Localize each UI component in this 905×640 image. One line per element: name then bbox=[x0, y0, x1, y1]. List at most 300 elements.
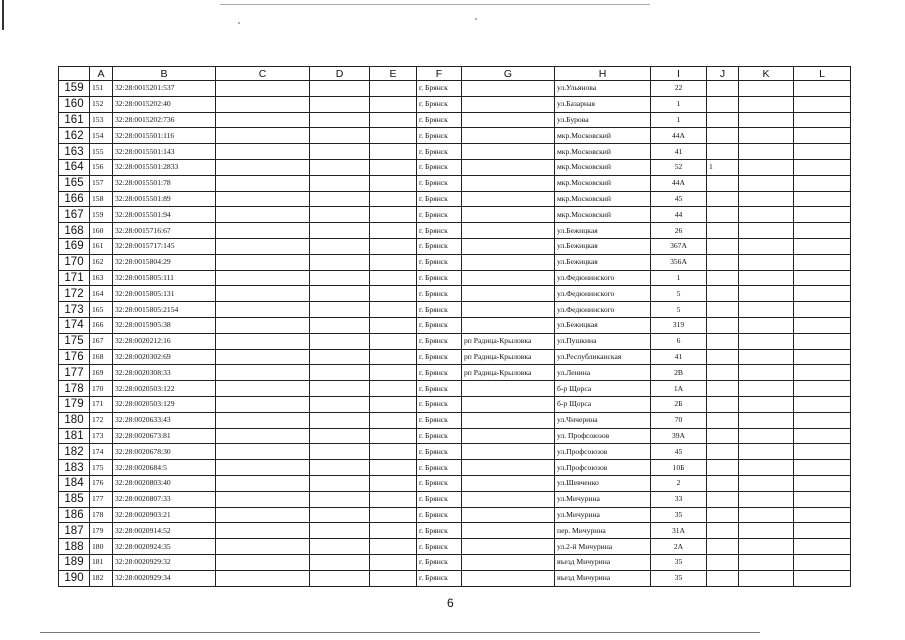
cell-empty bbox=[370, 333, 417, 349]
cell-city: г. Брянск bbox=[417, 96, 462, 112]
cell-empty bbox=[310, 159, 370, 175]
cell-index: 153 bbox=[90, 112, 113, 128]
cell-empty bbox=[370, 428, 417, 444]
cell-empty bbox=[794, 238, 851, 254]
cell-street: ул.Бежицкая bbox=[555, 317, 651, 333]
cell-house-number: 1А bbox=[651, 381, 707, 397]
table-row bbox=[59, 191, 851, 207]
row-number: 188 bbox=[59, 539, 90, 555]
cell-empty bbox=[794, 491, 851, 507]
cell-cadastral-number: 32:28:0015905:38 bbox=[113, 317, 216, 333]
cell-settlement bbox=[462, 254, 555, 270]
scan-speck bbox=[475, 18, 477, 20]
column-header: H bbox=[555, 67, 651, 81]
cell-empty bbox=[310, 286, 370, 302]
cell-index: 181 bbox=[90, 554, 113, 570]
cell-empty bbox=[739, 207, 794, 223]
cell-street: пер. Мичурина bbox=[555, 523, 651, 539]
row-number: 185 bbox=[59, 491, 90, 507]
cell-empty bbox=[739, 175, 794, 191]
table-row bbox=[59, 207, 851, 223]
cell-cadastral-number: 32:28:0020803:40 bbox=[113, 475, 216, 491]
cell-empty bbox=[739, 396, 794, 412]
cell-empty bbox=[739, 570, 794, 586]
cell-empty bbox=[370, 254, 417, 270]
cell-empty bbox=[739, 112, 794, 128]
cell-city: г. Брянск bbox=[417, 475, 462, 491]
cell-settlement bbox=[462, 428, 555, 444]
cell-city: г. Брянск bbox=[417, 175, 462, 191]
cell-empty bbox=[739, 317, 794, 333]
cell-empty bbox=[310, 207, 370, 223]
cell-street: ул.Ульянова bbox=[555, 81, 651, 97]
cell-house-number: 319 bbox=[651, 317, 707, 333]
cell-building bbox=[707, 207, 739, 223]
cell-building bbox=[707, 175, 739, 191]
cell-empty bbox=[794, 460, 851, 476]
cell-empty bbox=[216, 223, 310, 239]
cell-cadastral-number: 32:28:0015804:29 bbox=[113, 254, 216, 270]
cell-empty bbox=[310, 460, 370, 476]
row-number: 172 bbox=[59, 286, 90, 302]
cell-empty bbox=[370, 317, 417, 333]
cell-street: ул.Мичурина bbox=[555, 491, 651, 507]
cell-cadastral-number: 32:28:0015716:67 bbox=[113, 223, 216, 239]
cell-empty bbox=[310, 191, 370, 207]
cell-street: ул.Базарная bbox=[555, 96, 651, 112]
cell-cadastral-number: 32:28:0020684:5 bbox=[113, 460, 216, 476]
cell-building bbox=[707, 144, 739, 160]
cell-empty bbox=[370, 175, 417, 191]
row-number: 183 bbox=[59, 460, 90, 476]
column-header: D bbox=[310, 67, 370, 81]
cell-street: мкр.Московский bbox=[555, 144, 651, 160]
cell-empty bbox=[310, 475, 370, 491]
row-number: 182 bbox=[59, 444, 90, 460]
cell-index: 176 bbox=[90, 475, 113, 491]
row-number: 170 bbox=[59, 254, 90, 270]
scan-top-line bbox=[220, 4, 650, 5]
cell-empty bbox=[370, 412, 417, 428]
row-number: 184 bbox=[59, 475, 90, 491]
cell-empty bbox=[794, 175, 851, 191]
cell-city: г. Брянск bbox=[417, 523, 462, 539]
cell-settlement bbox=[462, 223, 555, 239]
cell-index: 170 bbox=[90, 381, 113, 397]
cell-empty bbox=[310, 539, 370, 555]
cell-city: г. Брянск bbox=[417, 159, 462, 175]
cell-empty bbox=[739, 223, 794, 239]
cell-empty bbox=[739, 191, 794, 207]
cell-cadastral-number: 32:28:0015501:94 bbox=[113, 207, 216, 223]
cell-empty bbox=[370, 554, 417, 570]
cell-house-number: 33 bbox=[651, 491, 707, 507]
cell-building bbox=[707, 444, 739, 460]
cell-city: г. Брянск bbox=[417, 270, 462, 286]
row-number: 177 bbox=[59, 365, 90, 381]
cell-empty bbox=[370, 112, 417, 128]
cell-house-number: 35 bbox=[651, 570, 707, 586]
cell-empty bbox=[794, 539, 851, 555]
cell-empty bbox=[216, 491, 310, 507]
cell-empty bbox=[310, 381, 370, 397]
cell-empty bbox=[216, 554, 310, 570]
cell-empty bbox=[739, 523, 794, 539]
table-row bbox=[59, 381, 851, 397]
cell-building bbox=[707, 460, 739, 476]
table-row bbox=[59, 128, 851, 144]
cell-empty bbox=[310, 96, 370, 112]
cell-empty bbox=[739, 81, 794, 97]
cell-index: 165 bbox=[90, 302, 113, 318]
cell-cadastral-number: 32:28:0015501:89 bbox=[113, 191, 216, 207]
table-body bbox=[59, 81, 851, 587]
cell-building bbox=[707, 396, 739, 412]
cell-empty bbox=[794, 381, 851, 397]
row-number: 161 bbox=[59, 112, 90, 128]
table-row bbox=[59, 412, 851, 428]
cell-building bbox=[707, 302, 739, 318]
cell-building bbox=[707, 428, 739, 444]
cell-empty bbox=[310, 254, 370, 270]
cell-street: ул.2-й Мичурина bbox=[555, 539, 651, 555]
cell-index: 161 bbox=[90, 238, 113, 254]
cell-empty bbox=[794, 349, 851, 365]
cell-empty bbox=[739, 254, 794, 270]
cell-street: ул.Бежицкая bbox=[555, 254, 651, 270]
cell-city: г. Брянск bbox=[417, 144, 462, 160]
cell-empty bbox=[216, 475, 310, 491]
cell-city: г. Брянск bbox=[417, 254, 462, 270]
spreadsheet-table bbox=[58, 66, 851, 587]
row-number: 181 bbox=[59, 428, 90, 444]
cell-empty bbox=[794, 333, 851, 349]
row-number: 171 bbox=[59, 270, 90, 286]
cell-empty bbox=[216, 81, 310, 97]
cell-empty bbox=[794, 191, 851, 207]
cell-empty bbox=[794, 207, 851, 223]
cell-settlement bbox=[462, 238, 555, 254]
cell-empty bbox=[216, 349, 310, 365]
cell-empty bbox=[310, 238, 370, 254]
cell-empty bbox=[794, 270, 851, 286]
row-number: 160 bbox=[59, 96, 90, 112]
cell-empty bbox=[216, 428, 310, 444]
cell-street: мкр.Московский bbox=[555, 159, 651, 175]
cell-building bbox=[707, 96, 739, 112]
cell-empty bbox=[310, 175, 370, 191]
cell-cadastral-number: 32:28:0020308:33 bbox=[113, 365, 216, 381]
scan-edge-mark bbox=[2, 0, 4, 30]
table-row bbox=[59, 349, 851, 365]
cell-cadastral-number: 32:28:0020678:30 bbox=[113, 444, 216, 460]
cell-empty bbox=[739, 128, 794, 144]
cell-empty bbox=[216, 159, 310, 175]
cell-empty bbox=[370, 302, 417, 318]
cell-empty bbox=[739, 159, 794, 175]
cell-house-number: 1 bbox=[651, 96, 707, 112]
cell-cadastral-number: 32:28:0020914:52 bbox=[113, 523, 216, 539]
cell-empty bbox=[739, 333, 794, 349]
cell-cadastral-number: 32:28:0020673:81 bbox=[113, 428, 216, 444]
cell-city: г. Брянск bbox=[417, 444, 462, 460]
cell-empty bbox=[794, 365, 851, 381]
cell-building bbox=[707, 333, 739, 349]
cell-empty bbox=[794, 128, 851, 144]
cell-empty bbox=[370, 144, 417, 160]
cell-empty bbox=[794, 81, 851, 97]
cell-house-number: 6 bbox=[651, 333, 707, 349]
cell-house-number: 41 bbox=[651, 144, 707, 160]
cell-house-number: 2 bbox=[651, 475, 707, 491]
cell-empty bbox=[310, 112, 370, 128]
cell-empty bbox=[739, 444, 794, 460]
cell-empty bbox=[216, 396, 310, 412]
cell-index: 162 bbox=[90, 254, 113, 270]
table-row bbox=[59, 365, 851, 381]
cell-empty bbox=[216, 144, 310, 160]
cell-house-number: 45 bbox=[651, 444, 707, 460]
column-header: K bbox=[739, 67, 794, 81]
cell-house-number: 35 bbox=[651, 554, 707, 570]
cell-empty bbox=[370, 81, 417, 97]
cell-index: 175 bbox=[90, 460, 113, 476]
cell-cadastral-number: 32:28:0015501:2833 bbox=[113, 159, 216, 175]
cell-empty bbox=[310, 523, 370, 539]
cell-city: г. Брянск bbox=[417, 207, 462, 223]
cell-settlement bbox=[462, 128, 555, 144]
table-row bbox=[59, 238, 851, 254]
cell-city: г. Брянск bbox=[417, 191, 462, 207]
cell-city: г. Брянск bbox=[417, 507, 462, 523]
cell-empty bbox=[310, 223, 370, 239]
cell-cadastral-number: 32:28:0015717:145 bbox=[113, 238, 216, 254]
row-number: 164 bbox=[59, 159, 90, 175]
table-row bbox=[59, 270, 851, 286]
cell-building bbox=[707, 491, 739, 507]
cell-cadastral-number: 32:28:0020633:43 bbox=[113, 412, 216, 428]
cell-empty bbox=[216, 191, 310, 207]
cell-building bbox=[707, 270, 739, 286]
row-number: 190 bbox=[59, 570, 90, 586]
cell-street: мкр.Московский bbox=[555, 191, 651, 207]
cell-house-number: 5 bbox=[651, 302, 707, 318]
row-number: 165 bbox=[59, 175, 90, 191]
cell-empty bbox=[370, 223, 417, 239]
cell-settlement bbox=[462, 302, 555, 318]
cell-building bbox=[707, 475, 739, 491]
table-row bbox=[59, 460, 851, 476]
cell-empty bbox=[216, 270, 310, 286]
cell-empty bbox=[739, 507, 794, 523]
cell-street: мкр.Московский bbox=[555, 207, 651, 223]
cell-house-number: 1 bbox=[651, 270, 707, 286]
cell-empty bbox=[216, 96, 310, 112]
table-row bbox=[59, 507, 851, 523]
cell-index: 177 bbox=[90, 491, 113, 507]
cell-house-number: 41 bbox=[651, 349, 707, 365]
cell-cadastral-number: 32:28:0015501:116 bbox=[113, 128, 216, 144]
cell-building bbox=[707, 349, 739, 365]
cell-city: г. Брянск bbox=[417, 302, 462, 318]
cell-city: г. Брянск bbox=[417, 317, 462, 333]
cell-cadastral-number: 32:28:0015501:78 bbox=[113, 175, 216, 191]
cell-city: г. Брянск bbox=[417, 349, 462, 365]
table-row bbox=[59, 539, 851, 555]
cell-empty bbox=[739, 286, 794, 302]
cell-settlement bbox=[462, 191, 555, 207]
table-row bbox=[59, 81, 851, 97]
cell-city: г. Брянск bbox=[417, 286, 462, 302]
cell-building bbox=[707, 286, 739, 302]
row-number: 169 bbox=[59, 238, 90, 254]
cell-settlement: рп Радица-Крыловка bbox=[462, 349, 555, 365]
column-header: J bbox=[707, 67, 739, 81]
row-number: 174 bbox=[59, 317, 90, 333]
column-header: E bbox=[370, 67, 417, 81]
cell-house-number: 367А bbox=[651, 238, 707, 254]
cell-empty bbox=[370, 159, 417, 175]
cell-empty bbox=[739, 349, 794, 365]
cell-house-number: 52 bbox=[651, 159, 707, 175]
table-row bbox=[59, 444, 851, 460]
cell-empty bbox=[794, 302, 851, 318]
cell-city: г. Брянск bbox=[417, 428, 462, 444]
cell-empty bbox=[216, 381, 310, 397]
cell-empty bbox=[370, 381, 417, 397]
cell-empty bbox=[370, 570, 417, 586]
cell-cadastral-number: 32:28:0020503:129 bbox=[113, 396, 216, 412]
cell-empty bbox=[310, 428, 370, 444]
column-header: A bbox=[90, 67, 113, 81]
cell-settlement bbox=[462, 144, 555, 160]
cell-settlement bbox=[462, 112, 555, 128]
cell-empty bbox=[310, 128, 370, 144]
table-row bbox=[59, 475, 851, 491]
cell-building bbox=[707, 570, 739, 586]
cell-building bbox=[707, 554, 739, 570]
cell-empty bbox=[310, 144, 370, 160]
cell-empty bbox=[794, 144, 851, 160]
cell-empty bbox=[370, 191, 417, 207]
cell-empty bbox=[216, 286, 310, 302]
cell-empty bbox=[216, 444, 310, 460]
cell-empty bbox=[794, 159, 851, 175]
cell-settlement bbox=[462, 554, 555, 570]
cell-settlement bbox=[462, 159, 555, 175]
cell-cadastral-number: 32:28:0015201:537 bbox=[113, 81, 216, 97]
row-number: 176 bbox=[59, 349, 90, 365]
cell-city: г. Брянск bbox=[417, 570, 462, 586]
cell-empty bbox=[739, 302, 794, 318]
cell-settlement bbox=[462, 286, 555, 302]
cell-cadastral-number: 32:28:0015805:131 bbox=[113, 286, 216, 302]
cell-building bbox=[707, 238, 739, 254]
cell-street: ул.Республиканская bbox=[555, 349, 651, 365]
cell-empty bbox=[310, 554, 370, 570]
cell-settlement bbox=[462, 81, 555, 97]
cell-index: 152 bbox=[90, 96, 113, 112]
row-number: 186 bbox=[59, 507, 90, 523]
cell-empty bbox=[310, 302, 370, 318]
cell-index: 174 bbox=[90, 444, 113, 460]
column-header: L bbox=[794, 67, 851, 81]
cell-house-number: 22 bbox=[651, 81, 707, 97]
cell-empty bbox=[370, 365, 417, 381]
cell-cadastral-number: 32:28:0015805:111 bbox=[113, 270, 216, 286]
table-row bbox=[59, 302, 851, 318]
cell-empty bbox=[794, 444, 851, 460]
cell-city: г. Брянск bbox=[417, 396, 462, 412]
table-row bbox=[59, 491, 851, 507]
cell-settlement bbox=[462, 396, 555, 412]
cell-settlement bbox=[462, 96, 555, 112]
page-number: 6 bbox=[447, 596, 454, 610]
column-header: I bbox=[651, 67, 707, 81]
cell-empty bbox=[794, 554, 851, 570]
row-number: 179 bbox=[59, 396, 90, 412]
cell-empty bbox=[370, 286, 417, 302]
cell-empty bbox=[216, 175, 310, 191]
column-header: C bbox=[216, 67, 310, 81]
cell-city: г. Брянск bbox=[417, 128, 462, 144]
cell-index: 164 bbox=[90, 286, 113, 302]
cell-empty bbox=[370, 128, 417, 144]
cell-index: 160 bbox=[90, 223, 113, 239]
cell-empty bbox=[310, 270, 370, 286]
cell-city: г. Брянск bbox=[417, 381, 462, 397]
cell-settlement bbox=[462, 175, 555, 191]
table-row bbox=[59, 175, 851, 191]
cell-empty bbox=[310, 396, 370, 412]
table-row bbox=[59, 570, 851, 586]
cell-house-number: 70 bbox=[651, 412, 707, 428]
cell-house-number: 356А bbox=[651, 254, 707, 270]
cell-empty bbox=[370, 207, 417, 223]
row-number: 162 bbox=[59, 128, 90, 144]
row-number: 189 bbox=[59, 554, 90, 570]
cell-street: б-р Щорса bbox=[555, 381, 651, 397]
cell-index: 155 bbox=[90, 144, 113, 160]
cell-empty bbox=[370, 238, 417, 254]
cell-index: 168 bbox=[90, 349, 113, 365]
cell-cadastral-number: 32:28:0015202:40 bbox=[113, 96, 216, 112]
cell-building bbox=[707, 112, 739, 128]
cell-street: ул.Мичурина bbox=[555, 507, 651, 523]
cell-index: 166 bbox=[90, 317, 113, 333]
row-number: 175 bbox=[59, 333, 90, 349]
row-number: 159 bbox=[59, 81, 90, 97]
cell-city: г. Брянск bbox=[417, 539, 462, 555]
table-row bbox=[59, 554, 851, 570]
cell-empty bbox=[216, 333, 310, 349]
cell-street: б-р Щорса bbox=[555, 396, 651, 412]
cell-empty bbox=[739, 381, 794, 397]
cell-empty bbox=[216, 365, 310, 381]
cell-settlement: рп Радица-Крыловка bbox=[462, 333, 555, 349]
cell-index: 178 bbox=[90, 507, 113, 523]
cell-city: г. Брянск bbox=[417, 554, 462, 570]
cell-city: г. Брянск bbox=[417, 81, 462, 97]
cell-cadastral-number: 32:28:0020503:122 bbox=[113, 381, 216, 397]
cell-empty bbox=[794, 507, 851, 523]
table-row bbox=[59, 223, 851, 239]
cell-street: мкр.Московский bbox=[555, 128, 651, 144]
cell-index: 169 bbox=[90, 365, 113, 381]
cell-street: ул.Федюнинского bbox=[555, 302, 651, 318]
cell-empty bbox=[310, 365, 370, 381]
cell-empty bbox=[310, 507, 370, 523]
